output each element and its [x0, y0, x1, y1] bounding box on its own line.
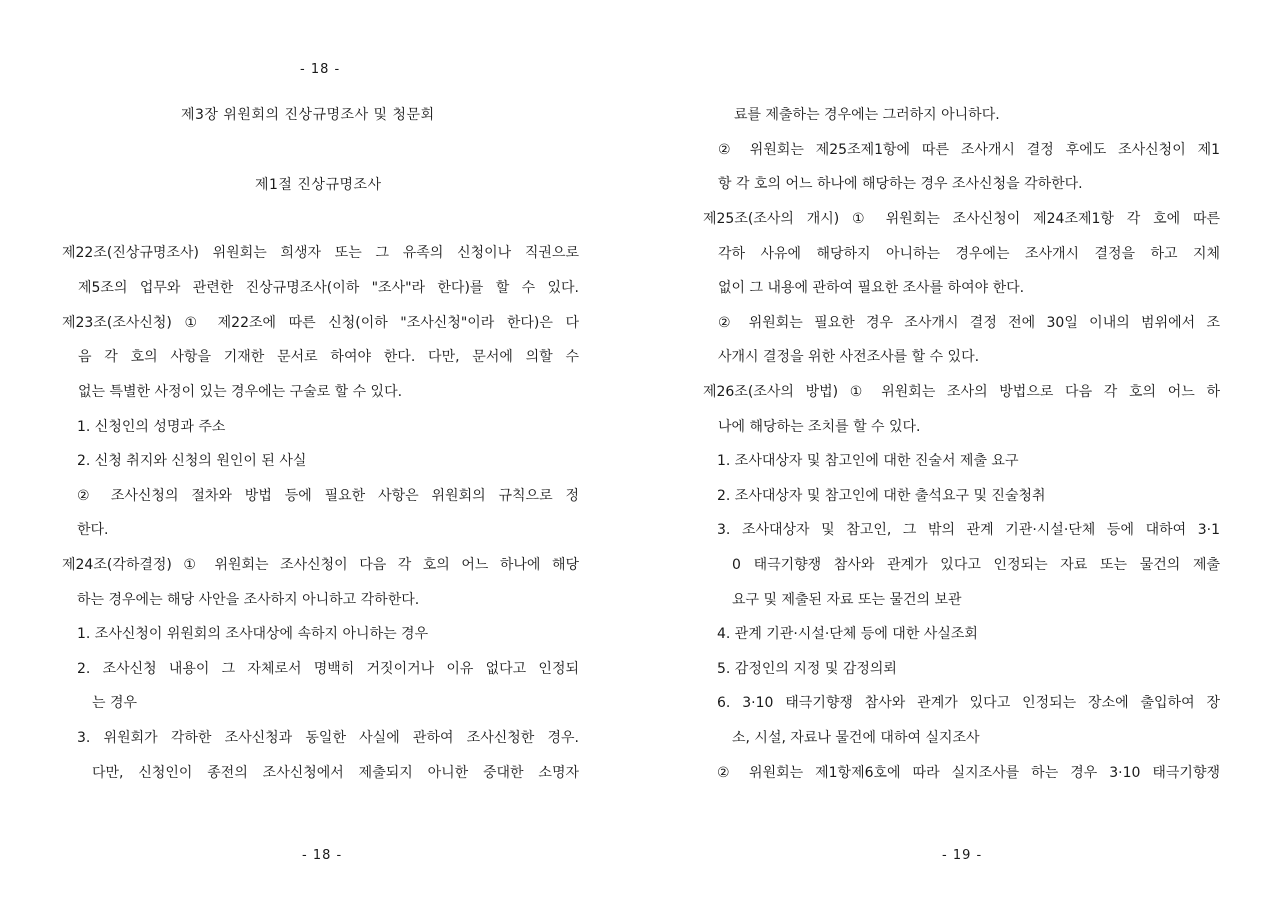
- top-page-number: - 18 -: [300, 62, 341, 77]
- text-line: 다만, 신청인이 종전의 조사신청에서 제출되지 아니한 중대한 소명자: [92, 765, 579, 781]
- bottom-page-number: - 18 -: [302, 848, 343, 863]
- text-line: 2. 신청 취지와 신청의 원인이 된 사실: [77, 453, 307, 469]
- bottom-page-number: - 19 -: [942, 848, 983, 863]
- text-line: 사개시 결정을 위한 사전조사를 할 수 있다.: [718, 349, 980, 365]
- text-line: ② 위원회는 필요한 경우 조사개시 결정 전에 30일 이내의 범위에서 조: [718, 315, 1220, 331]
- right-page: [640, 0, 1280, 905]
- text-line: 5. 감정인의 지정 및 감정의뢰: [717, 661, 897, 677]
- text-line: 2. 조사신청 내용이 그 자체로서 명백히 거짓이거나 이유 없다고 인정되: [77, 661, 579, 677]
- text-line: 하는 경우에는 해당 사안을 조사하지 아니하고 각하한다.: [77, 592, 420, 608]
- text-line: 없이 그 내용에 관하여 필요한 조사를 하여야 한다.: [718, 280, 1025, 296]
- text-line: 4. 관계 기관·시설·단체 등에 대한 사실조회: [717, 626, 978, 642]
- text-line: 제22조(진상규명조사) 위원회는 희생자 또는 그 유족의 신청이나 직권으로: [62, 245, 579, 261]
- text-line: 1. 조사신청이 위원회의 조사대상에 속하지 아니하는 경우: [77, 626, 429, 642]
- text-line: 항 각 호의 어느 하나에 해당하는 경우 조사신청을 각하한다.: [718, 176, 1083, 192]
- text-line: 0 태극기향쟁 참사와 관계가 있다고 인정되는 자료 또는 물건의 제출: [732, 557, 1220, 573]
- chapter-title: 제3장 위원회의 진상규명조사 및 청문회: [181, 107, 435, 123]
- text-line: ② 조사신청의 절차와 방법 등에 필요한 사항은 위원회의 규칙으로 정: [77, 488, 579, 504]
- text-line: 1. 신청인의 성명과 주소: [77, 419, 226, 435]
- text-line: 각하 사유에 해당하지 아니하는 경우에는 조사개시 결정을 하고 지체: [718, 246, 1220, 262]
- text-line: 6. 3·10 태극기향쟁 참사와 관계가 있다고 인정되는 장소에 출입하여 장: [717, 695, 1220, 711]
- text-line: 료를 제출하는 경우에는 그러하지 아니하다.: [734, 107, 1000, 123]
- text-line: 제5조의 업무와 관련한 진상규명조사(이하 "조사"라 한다)를 할 수 있다.: [78, 280, 579, 296]
- text-line: 3. 조사대상자 및 참고인, 그 밖의 관계 기관·시설·단체 등에 대하여 3·1: [717, 522, 1220, 538]
- text-line: 1. 조사대상자 및 참고인에 대한 진술서 제출 요구: [717, 453, 1019, 469]
- section-title: 제1절 진상규명조사: [255, 177, 382, 193]
- text-line: 3. 위원회가 각하한 조사신청과 동일한 사실에 관하여 조사신청한 경우.: [77, 730, 579, 746]
- text-line: 없는 특별한 사정이 있는 경우에는 구술로 할 수 있다.: [78, 384, 403, 400]
- text-line: 요구 및 제출된 자료 또는 물건의 보관: [732, 592, 962, 608]
- text-line: ② 위원회는 제1항제6호에 따라 실지조사를 하는 경우 3·10 태극기향쟁: [717, 765, 1220, 781]
- text-line: 한다.: [77, 522, 109, 538]
- text-line: 제25조(조사의 개시) ① 위원회는 조사신청이 제24조제1항 각 호에 따른: [703, 211, 1220, 227]
- text-line: 2. 조사대상자 및 참고인에 대한 출석요구 및 진술청취: [717, 488, 1046, 504]
- text-line: 나에 해당하는 조치를 할 수 있다.: [718, 419, 921, 435]
- text-line: 소, 시설, 자료나 물건에 대하여 실지조사: [732, 730, 980, 746]
- text-line: 음 각 호의 사항을 기재한 문서로 하여야 한다. 다만, 문서에 의할 수: [78, 349, 579, 365]
- text-line: 제24조(각하결정) ① 위원회는 조사신청이 다음 각 호의 어느 하나에 해당: [62, 557, 579, 573]
- text-line: ② 위원회는 제25조제1항에 따른 조사개시 결정 후에도 조사신청이 제1: [718, 142, 1220, 158]
- text-line: 제26조(조사의 방법) ① 위원회는 조사의 방법으로 다음 각 호의 어느 하: [703, 384, 1220, 400]
- text-line: 제23조(조사신청) ① 제22조에 따른 신청(이하 "조사신청"이라 한다)은 다: [62, 315, 579, 331]
- text-line: 는 경우: [92, 695, 138, 711]
